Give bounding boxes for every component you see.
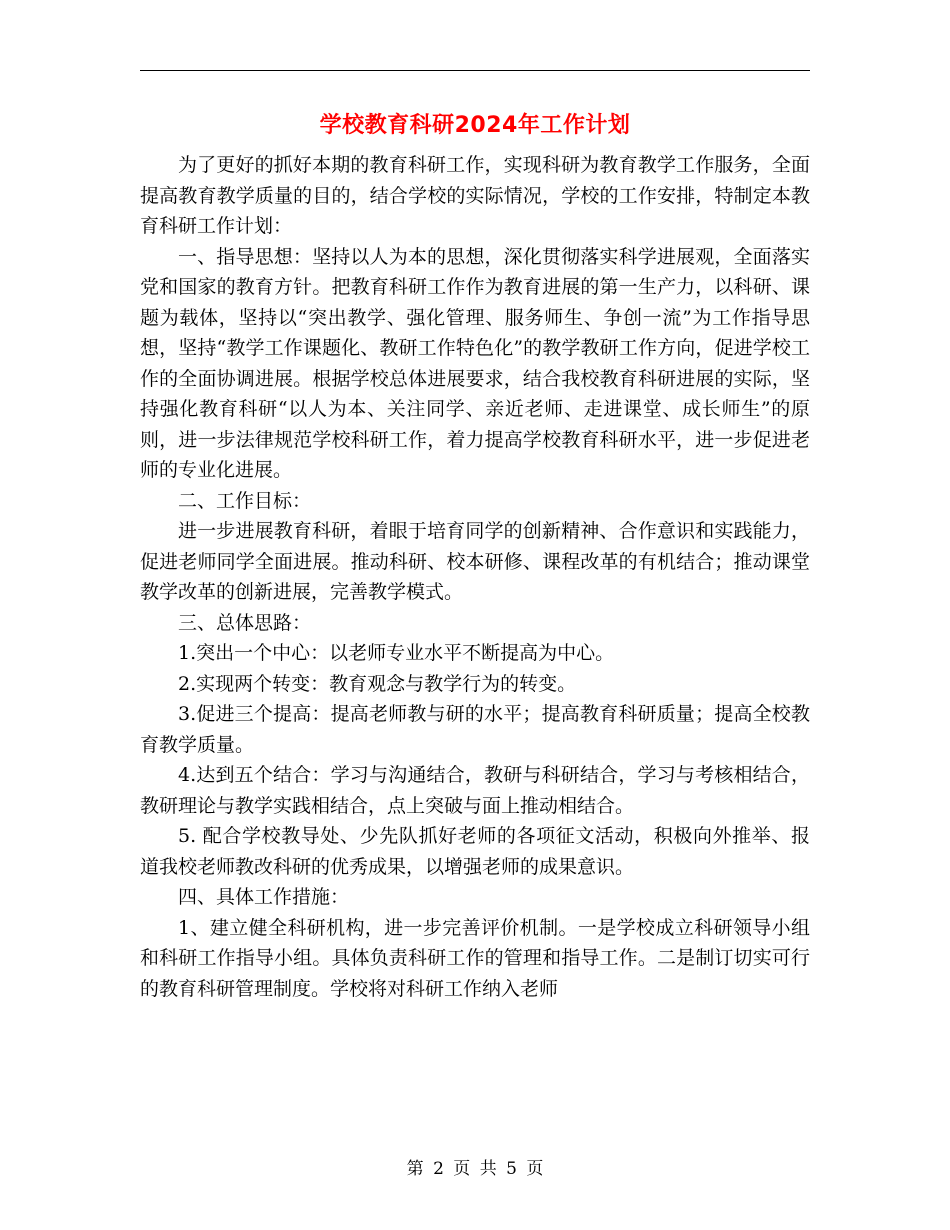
page-number: 第 2 页 共 5 页	[406, 1159, 544, 1179]
paragraph-work-goals: 进一步进展教育科研，着眼于培育同学的创新精神、合作意识和实践能力，促进老师同学全面进展。推动科研、校本研修、课程改革的有机结合；推动课堂教学改革的创新进展，完善教学模式。	[140, 520, 810, 603]
heading-specific-measures: 四、具体工作措施：	[178, 886, 350, 908]
list-item-5: 5. 配合学校教导处、少先队抓好老师的各项征文活动，积极向外推举、报道我校老师教改科研的优秀成果，以增强老师的成果意识。	[140, 825, 810, 878]
document-title: 学校教育科研2024年工作计划	[319, 113, 631, 138]
list-item-2: 2.实现两个转变：教育观念与教学行为的转变。	[178, 672, 577, 695]
paragraph-intro: 为了更好的抓好本期的教育科研工作，实现科研为教育教学工作服务，全面提高教育教学质量的目的，结合学校的实际情况，学校的工作安排，特制定本教育科研工作计划：	[140, 154, 810, 237]
document-body	[140, 150, 810, 1004]
heading-overall-approach: 三、总体思路：	[178, 611, 312, 634]
heading-work-goals: 二、工作目标：	[178, 489, 312, 512]
list-item-1: 1.突出一个中心：以老师专业水平不断提高为中心。	[178, 642, 615, 664]
paragraph-measure-1: 1、建立健全科研机构，进一步完善评价机制。一是学校成立科研领导小组和科研工作指导小组。具体负责科研工作的管理和指导工作。二是制订切实可行的教育科研管理制度。学校将对科研工作纳入老师	[140, 916, 810, 1000]
list-item-4: 4.达到五个结合：学习与沟通结合，教研与科研结合，学习与考核相结合，教研理论与教学实践相结合，点上突破与面上推动相结合。	[140, 764, 810, 817]
paragraph-guiding-thought: 一、指导思想：坚持以人为本的思想，深化贯彻落实科学进展观，全面落实党和国家的教育方针。把教育科研工作作为教育进展的第一生产力，以科研、课题为载体，坚持以“突出教学、强化管理、服务师生、争创一流”为工作指导思想，坚持“教学工作课题化、教研工作特色化”的教学教研工作方向，促进学校工作的全面协调进展。根据学校总体进展要求，结合我校教育科研进展的实际，坚持强化教育科研“以人为本、关注同学、亲近老师、走进课堂、成长师生”的原则，进一步法律规范学校科研工作，着力提高学校教育科研水平，进一步促进老师的专业化进展。	[140, 245, 810, 481]
list-item-3: 3.促进三个提高：提高老师教与研的水平；提高教育科研质量；提高全校教育教学质量。	[140, 703, 810, 756]
header-rule	[140, 70, 810, 71]
